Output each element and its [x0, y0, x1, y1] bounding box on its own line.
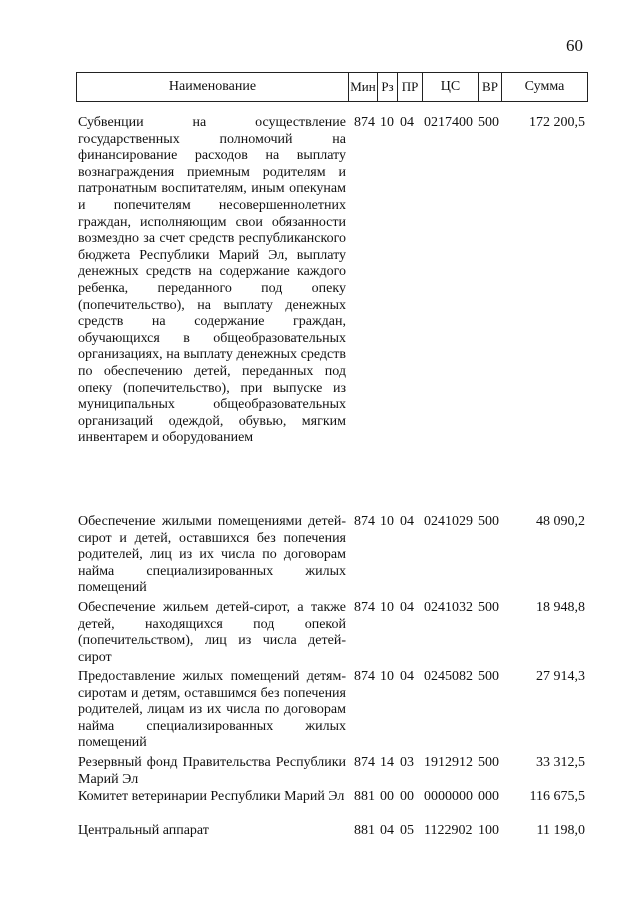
row-pr: 04: [400, 669, 414, 684]
row-codes: [354, 755, 500, 772]
row-name: Центральный аппарат: [78, 823, 209, 838]
row-vr: 000: [478, 789, 499, 804]
row-vr: 500: [478, 755, 499, 770]
row-name: Обеспечение жилыми помещениями детей-сирот и детей, оставшихся без попечения родителей, лиц из их числа по договорам найма специализированных жилых помещений: [78, 514, 346, 596]
row-codes: [354, 600, 500, 617]
header-sum: Сумма: [524, 79, 565, 94]
row-cs: 0000000: [424, 789, 473, 804]
row-rz: 10: [380, 514, 394, 529]
row-cs: 0241032: [424, 600, 473, 615]
row-sum: 33 312,5: [536, 755, 585, 770]
row-vr: 500: [478, 600, 499, 615]
header-pr: ПР: [398, 73, 423, 101]
row-sum: 11 198,0: [536, 823, 585, 838]
row-pr: 04: [400, 115, 414, 130]
row-name: Обеспечение жильем детей-сирот, а также детей, находящихся под опекой (попечительством), лиц из числа детей-сирот: [78, 600, 346, 665]
row-name: Резервный фонд Правительства Республики Марий Эл: [78, 755, 346, 787]
header-rz: Рз: [378, 73, 398, 101]
header-vr: ВР: [479, 73, 502, 101]
row-name: Комитет ветеринарии Республики Марий Эл: [78, 789, 345, 804]
row-pr: 03: [400, 755, 414, 770]
row-vr: 500: [478, 669, 499, 684]
row-vr: 500: [478, 514, 499, 529]
row-codes: [354, 514, 500, 531]
row-codes: [354, 115, 500, 132]
row-rz: 00: [380, 789, 394, 804]
row-pr: 05: [400, 823, 414, 838]
row-min: 874: [354, 115, 375, 130]
row-rz: 10: [380, 669, 394, 684]
header-cs: ЦС: [423, 73, 479, 101]
row-min: 874: [354, 600, 375, 615]
row-cs: 0245082: [424, 669, 473, 684]
row-sum: 116 675,5: [529, 789, 585, 804]
row-sum: 48 090,2: [536, 514, 585, 529]
row-vr: 500: [478, 115, 499, 130]
row-codes: [354, 669, 500, 686]
page-number: 60: [566, 36, 583, 55]
row-cs: 0217400: [424, 115, 473, 130]
header-name: Наименование: [77, 73, 349, 101]
row-rz: 10: [380, 600, 394, 615]
row-rz: 04: [380, 823, 394, 838]
row-sum: 18 948,8: [536, 600, 585, 615]
row-rz: 14: [380, 755, 394, 770]
row-vr: 100: [478, 823, 499, 838]
row-min: 881: [354, 789, 375, 804]
row-sum: 27 914,3: [536, 669, 585, 684]
row-cs: 1912912: [424, 755, 473, 770]
row-cs: 0241029: [424, 514, 473, 529]
row-min: 881: [354, 823, 375, 838]
row-pr: 04: [400, 600, 414, 615]
header-min: Мин: [349, 73, 378, 101]
row-codes: [354, 823, 500, 840]
row-pr: 04: [400, 514, 414, 529]
row-min: 874: [354, 514, 375, 529]
row-name: Предоставление жилых помещений детям-сиротам и детям, оставшимся без попечения родителей, лицам из их числа по договорам найма специализированных жилых помещений: [78, 669, 346, 751]
row-rz: 10: [380, 115, 394, 130]
row-name: Субвенции на осуществление государственных полномочий на финансирование расходов на выплату вознаграждения приемным родителям и патронатным воспитателям, иным опекунам и попечителям несовершеннолетних граждан, исполняющим свои обязанности возмездно за счет средств республиканского бюджета Республики Марий Эл, выплату денежных средств на содержание каждого ребенка, переданного под опеку (попечительство), на выплату денежных средств на содержание граждан, обучающихся в общеобразовательных организациях, на выплату денежных средств по обеспечению детей, переданных под опеку (попечительство), при выпуске из муниципальных общеобразовательных организаций одеждой, обувью, мягким инвентарем и оборудованием: [78, 115, 346, 446]
row-min: 874: [354, 755, 375, 770]
row-cs: 1122902: [424, 823, 473, 838]
row-min: 874: [354, 669, 375, 684]
row-codes: [354, 789, 500, 806]
row-pr: 00: [400, 789, 414, 804]
row-sum: 172 200,5: [529, 115, 585, 130]
